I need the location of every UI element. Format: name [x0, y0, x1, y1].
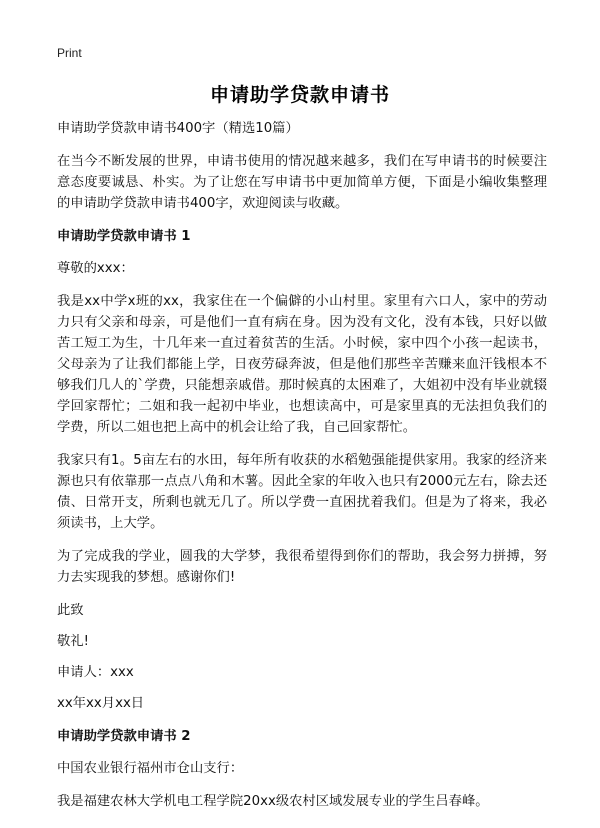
section1-salutation: 尊敬的xxx：: [57, 261, 134, 276]
section1-paragraph3: 为了完成我的学业，圆我的大学梦，我很希望得到你们的帮助，我会努力拼搏，努力去实现我的梦想。感谢你们!: [57, 549, 547, 585]
print-label[interactable]: Print: [57, 46, 82, 60]
section1-date: xx年xx月xx日: [57, 696, 145, 711]
section2-paragraph1: 我是福建农林大学机电工程学院20xx级农村区域发展专业的学生吕春峰。: [57, 794, 489, 809]
section1-closing2: 敬礼!: [57, 634, 89, 649]
section2-heading: 申请助学贷款申请书 2: [57, 729, 191, 744]
intro-paragraph: 在当今不断发展的世界，申请书使用的情况越来越多，我们在写申请书的时候要注意态度要诚恳、朴实。为了让您在写申请书中更加简单方便，下面是小编收集整理的申请助学贷款申请书400字，欢迎阅读与收藏。: [57, 154, 547, 211]
document-body: [57, 118, 547, 824]
section1-paragraph1: 我是xx中学x班的xx，我家住在一个偏僻的小山村里。家里有六口人，家中的劳动力只有父亲和母亲，可是他们一直有病在身。因为没有文化，没有本钱，只好以做苦工短工为生，十几年来一直过着贫苦的生活。小时候，家中四个小孩一起读书，父母亲为了让我们都能上学，日夜劳碌奔波，但是他们那些辛苦赚来血汗钱根本不够我们几人的`学费，只能想亲戚借。那时候真的太困难了，大姐初中没有毕业就辍学回家帮忙；二姐和我一起初中毕业，也想读高中，可是家里真的无法担负我们的学费，所以二姐也把上高中的机会让给了我，自己回家帮忙。: [57, 294, 547, 435]
document-title: 申请助学贷款申请书: [209, 84, 390, 106]
section1-applicant: 申请人：xxx: [57, 665, 134, 680]
section1-heading: 申请助学贷款申请书 1: [57, 229, 191, 244]
document-subtitle: 申请助学贷款申请书400字（精选10篇）: [57, 121, 299, 136]
section2-salutation: 中国农业银行福州市仓山支行：: [57, 761, 244, 776]
section1-paragraph2: 我家只有1。5亩左右的水田，每年所有收获的水稻勉强能提供家用。我家的经济来源也只有依靠那一点点八角和木薯。因此全家的年收入也只有2000元左右，除去还债、日常开支，所剩也就无几了。所以学费一直困扰着我们。但是为了将来，我必须读书，上大学。: [57, 453, 547, 531]
section1-closing1: 此致: [57, 603, 84, 618]
